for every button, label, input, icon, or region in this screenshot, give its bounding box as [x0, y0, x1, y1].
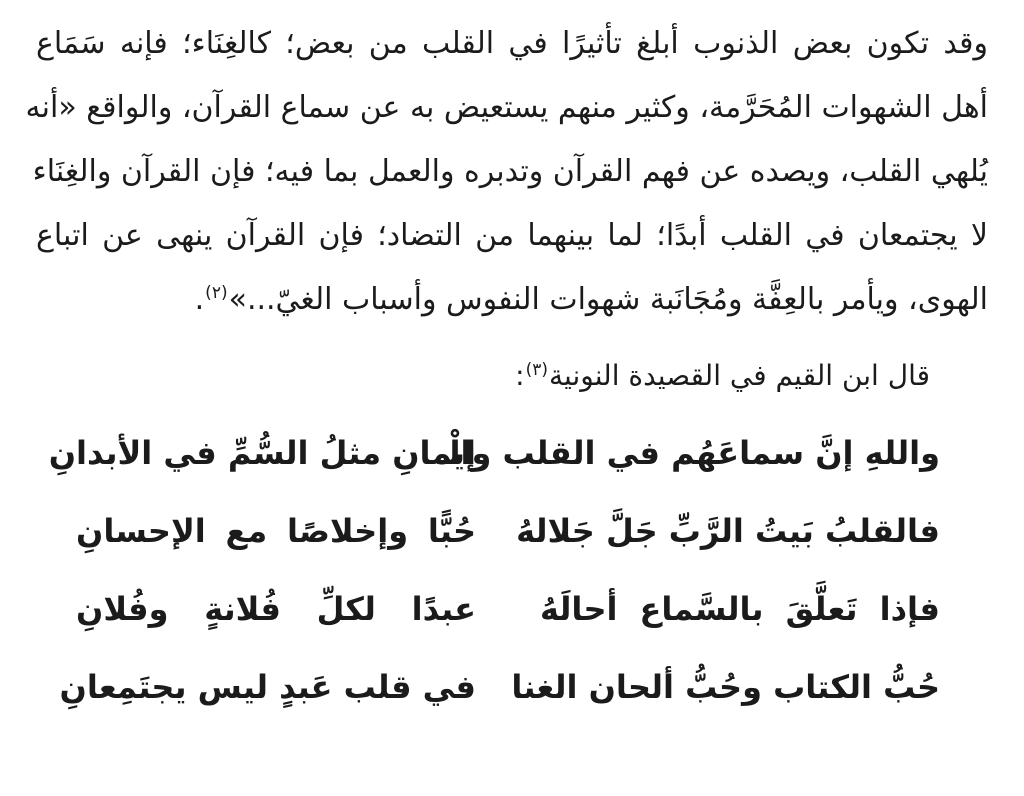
poem-verse — [36, 648, 988, 726]
poem-verse — [36, 570, 988, 648]
verse-second-hemistich: في قلب عَبدٍ ليس يجتَمِعانِ — [59, 668, 476, 706]
poem-intro-punct: : — [515, 359, 525, 392]
poem-intro-text: قال ابن القيم في القصيدة النونية — [549, 359, 930, 392]
paragraph-line: أهل الشهوات المُحَرَّمة، وكثير منهم يستعيض به عن سماع القرآن، والواقع «أنه — [25, 90, 988, 125]
verse-first-hemistich: فالقلبُ بَيتُ الرَّبِّ جَلَّ جَلالهُ — [516, 512, 940, 550]
verse-second-hemistich: عبدًا لكلِّ فُلانةٍ وفُلانِ — [76, 590, 476, 628]
verse-first-hemistich: فإذا تَعلَّقَ بالسَّماع أحالَهُ — [540, 590, 940, 628]
book-page — [25, 12, 988, 784]
footnote-marker-2[interactable]: (٢) — [205, 283, 228, 303]
paragraph-line: يُلهي القلب، ويصده عن فهم القرآن وتدبره والعمل بما فيه؛ فإن القرآن والغِنَاء — [32, 154, 988, 189]
verse-second-hemistich: حُبًّا وإخلاصًا مع الإحسانِ — [76, 512, 476, 550]
paragraph-end-punct: . — [194, 282, 205, 317]
paragraph-line: وقد تكون بعض الذنوب أبلغ تأثيرًا في القلب من بعض؛ كالغِنَاء؛ فإنه سَمَاع — [36, 26, 988, 61]
paragraph-line-last — [36, 268, 988, 332]
main-paragraph — [25, 12, 988, 332]
poem — [36, 414, 988, 726]
paragraph-line-text: الهوى، ويأمر بالعِفَّة ومُجَانَبة شهوات النفوس وأسباب الغيّ...» — [228, 282, 988, 317]
verse-first-hemistich: واللهِ إنَّ سماعَهُم في القلب والْـ — [437, 434, 940, 472]
poem-verse — [36, 492, 988, 570]
footnote-marker-3[interactable]: (٣) — [525, 359, 549, 380]
verse-first-hemistich: حُبُّ الكتاب وحُبُّ ألحان الغنا — [511, 668, 940, 706]
poem-verse — [36, 414, 988, 492]
verse-second-hemistich: إيمانِ مثلُ السُّمِّ في الأبدانِ — [48, 434, 476, 472]
poem-intro — [36, 346, 988, 406]
paragraph-line: لا يجتمعان في القلب أبدًا؛ لما بينهما من التضاد؛ فإن القرآن ينهى عن اتباع — [36, 218, 988, 253]
